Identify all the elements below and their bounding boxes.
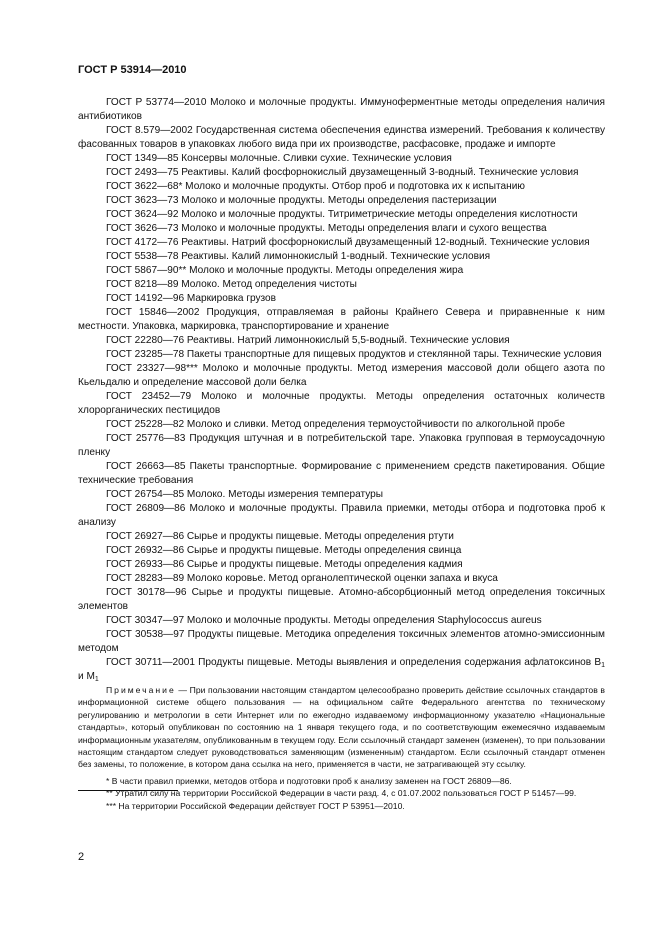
- footnote-1: * В части правил приемки, методов отбора и подготовки проб к анализу заменен на ГОСТ 26809—86.: [106, 775, 512, 786]
- reference-item: ГОСТ 23452—79 Молоко и молочные продукты. Методы определения остаточных количеств хлорорганических пестицидов: [78, 391, 605, 416]
- reference-item: ГОСТ 1349—85 Консервы молочные. Сливки сухие. Технические условия: [106, 153, 452, 164]
- reference-item: ГОСТ 26927—86 Сырье и продукты пищевые. Методы определения ртути: [106, 531, 454, 542]
- reference-item: ГОСТ 26933—86 Сырье и продукты пищевые. Методы определения кадмия: [106, 559, 463, 570]
- page-number: 2: [78, 851, 85, 863]
- reference-item: ГОСТ 2493—75 Реактивы. Калий фосфорнокислый двузамещенный 3-водный. Технические условия: [106, 167, 579, 178]
- reference-item: ГОСТ 8218—89 Молоко. Метод определения чистоты: [106, 279, 357, 290]
- footnote-2: ** Утратил силу на территории Российской Федерации в части разд. 4, с 01.07.2002 пользоваться ГОСТ Р 51457—99.: [106, 788, 577, 799]
- note: [78, 684, 605, 771]
- reference-item: ГОСТ 3622—68* Молоко и молочные продукты. Отбор проб и подготовка их к испытанию: [106, 181, 525, 192]
- reference-item: ГОСТ 30178—96 Сырье и продукты пищевые. Атомно-абсорбционный метод определения токсичных элементов: [78, 587, 605, 612]
- reference-item: ГОСТ 28283—89 Молоко коровье. Метод органолептической оценки запаха и вкуса: [106, 573, 498, 584]
- reference-item: ГОСТ 23285—78 Пакеты транспортные для пищевых продуктов и стеклянной тары. Технические условия: [106, 349, 602, 360]
- reference-item: ГОСТ 26932—86 Сырье и продукты пищевые. Методы определения свинца: [106, 545, 462, 556]
- reference-item: ГОСТ 5538—78 Реактивы. Калий лимоннокислый 1-водный. Технические условия: [106, 251, 491, 262]
- reference-item: ГОСТ 3624—92 Молоко и молочные продукты. Титриметрические методы определения кислотности: [106, 209, 578, 220]
- reference-item: ГОСТ 15846—2002 Продукция, отправляемая в районы Крайнего Севера и приравненные к ним местности. Упаковка, маркировка, транспортирование и хранение: [78, 307, 605, 332]
- reference-item: ГОСТ 26663—85 Пакеты транспортные. Формирование с применением средств пакетирования. Общие технические требования: [78, 461, 605, 486]
- reference-item: ГОСТ 26754—85 Молоко. Методы измерения температуры: [106, 489, 384, 500]
- reference-item: ГОСТ 25776—83 Продукция штучная и в потребительской таре. Упаковка групповая в термоусадочную пленку: [78, 433, 605, 458]
- reference-item: ГОСТ 4172—76 Реактивы. Натрий фосфорнокислый двузамещенный 12-водный. Технические условия: [106, 237, 590, 248]
- reference-item: ГОСТ 3626—73 Молоко и молочные продукты. Методы определения влаги и сухого вещества: [106, 223, 547, 234]
- reference-item: ГОСТ Р 53774—2010 Молоко и молочные продукты. Иммуноферментные методы определения наличия антибиотиков: [78, 97, 605, 122]
- reference-item: ГОСТ 22280—76 Реактивы. Натрий лимоннокислый 5,5-водный. Технические условия: [106, 335, 510, 346]
- reference-item: ГОСТ 30711—2001 Продукты пищевые. Методы выявления и определения содержания афлатоксинов $B_1$ и $M_1$: [78, 657, 605, 683]
- note-divider: [78, 790, 178, 791]
- reference-item: ГОСТ 23327—98*** Молоко и молочные продукты. Метод измерения массовой доли общего азота по Кьельдалю и определение массовой доли белка: [78, 363, 605, 388]
- reference-item: ГОСТ 25228—82 Молоко и сливки. Метод определения термоустойчивости по алкогольной пробе: [106, 419, 565, 430]
- reference-item: ГОСТ 14192—96 Маркировка грузов: [106, 293, 277, 304]
- reference-item: ГОСТ 30538—97 Продукты пищевые. Методика определения токсичных элементов атомно-эмиссионным методом: [78, 629, 605, 654]
- footnote-3: *** На территории Российской Федерации действует ГОСТ Р 53951—2010.: [106, 800, 405, 811]
- document-header: ГОСТ Р 53914—2010: [78, 64, 187, 76]
- reference-item: ГОСТ 8.579—2002 Государственная система обеспечения единства измерений. Требования к количеству фасованных товаров в упаковках любого вида при их производстве, расфасовке, продаже и импорте: [78, 125, 605, 150]
- reference-item: ГОСТ 26809—86 Молоко и молочные продукты. Правила приемки, методы отбора и подготовка проб к анализу: [78, 503, 605, 528]
- note-text: — При пользовании настоящим стандартом целесообразно проверить действие ссылочных стандартов в информационной системе общего пользования — на официальном сайте Федерального агентства по техническому регулированию и метрологии в сети Интернет или по ежегодно издаваемому информационному указателю «Национальные стандарты», который опубликован по состоянию на 1 января текущего года, и по соответствующим ежемесячно издаваемым информационным указателям, опубликованным в текущем году. Если ссылочный стандарт заменен (изменен), то при пользовании настоящим стандартом следует руководствоваться заменяющим (измененным) стандартом. Если ссылочный стандарт отменен без замены, то положение, в котором дана ссылка на него, применяется в части, не затрагивающей эту ссылку.: [78, 685, 605, 770]
- footnotes: [78, 775, 605, 812]
- references-section: [78, 96, 605, 812]
- reference-item: ГОСТ 30347—97 Молоко и молочные продукты. Методы определения Staphylococcus aureus: [106, 615, 542, 626]
- reference-item: ГОСТ 5867—90** Молоко и молочные продукты. Методы определения жира: [106, 265, 464, 276]
- reference-list: [78, 96, 605, 656]
- note-label: Примечание: [106, 685, 176, 695]
- reference-item: ГОСТ 3623—73 Молоко и молочные продукты. Методы определения пастеризации: [106, 195, 497, 206]
